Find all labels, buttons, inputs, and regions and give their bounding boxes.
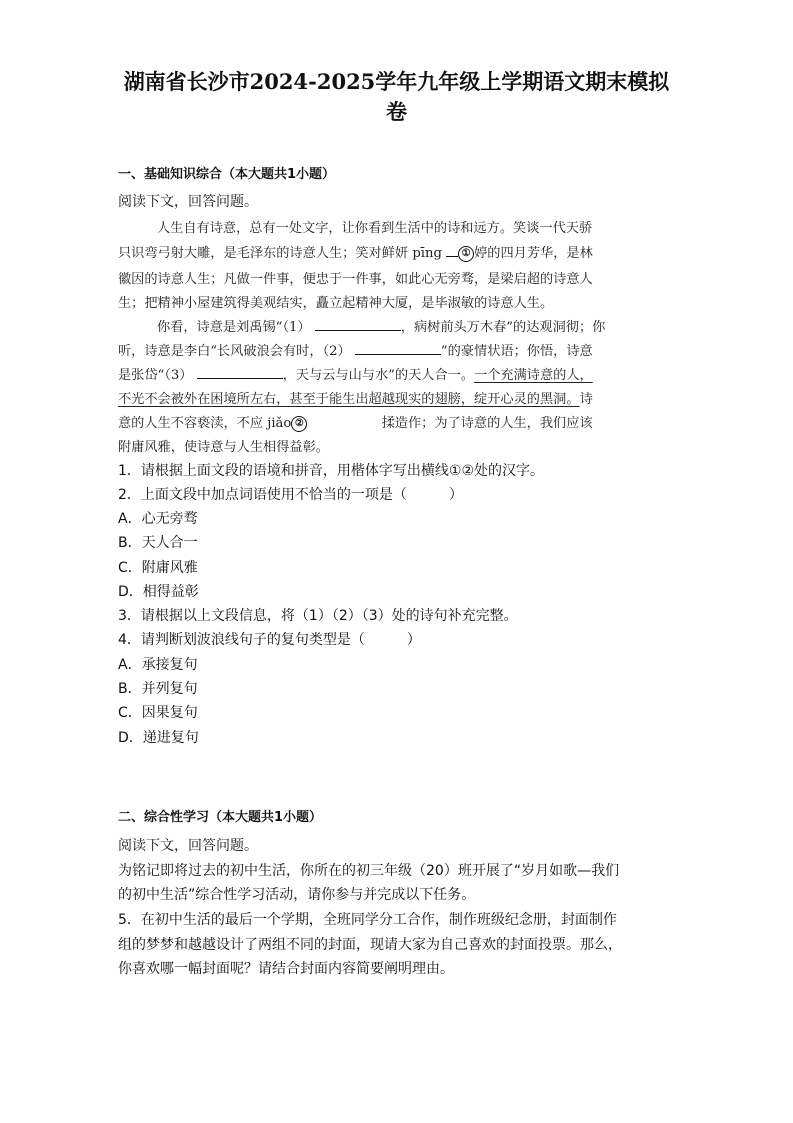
question-2: 2．上面文段中加点词语使用不恰当的一项是（ ） — [118, 487, 463, 503]
question-5: 5．在初中生活的最后一个学期，全班同学分工合作，制作班级纪念册，封面制作 — [118, 912, 617, 928]
passage-line — [118, 340, 593, 359]
passage-text: ，天与云与山与水”的天人合一。 — [282, 368, 475, 383]
page-title: 湖南省长沙市2024-2025学年九年级上学期语文期末模拟 — [123, 69, 670, 94]
passage-text: ”的豪情状语；你悟，诗意 — [440, 344, 593, 359]
passage-text: 意的人生不容亵渎，不应 jiǎo — [118, 416, 292, 431]
passage-text: 婷的四月芳华，是林 — [474, 246, 593, 261]
option-a: A．心无旁骛 — [118, 511, 198, 527]
section-2-line: 为铭记即将过去的初中生活，你所在的初三年级（20）班开展了“岁月如歌—我们 — [118, 863, 620, 879]
option-d: D．相得益彰 — [118, 584, 199, 600]
option-b: B．天人合一 — [118, 535, 198, 551]
passage-line — [118, 412, 593, 432]
wavy-underlined-sentence: 不光不会被外在困境所左右，甚至于能生出超越现实的翅膀，绽开心灵的黑洞。 — [118, 392, 580, 407]
passage-line: 徽因的诗意人生；凡做一件事，便忠于一件事，如此心无旁骛，是梁启超的诗意人 — [118, 272, 593, 287]
option-c: C．因果复句 — [118, 705, 198, 721]
answer-blank — [197, 366, 283, 379]
option-b: B．并列复句 — [118, 681, 198, 697]
question-5-line: 你喜欢哪一幅封面呢？请结合封面内容简要阐明理由。 — [118, 961, 454, 977]
passage-line — [157, 316, 605, 335]
option-c: C．附庸风雅 — [118, 560, 198, 576]
section-1-instruction: 阅读下文，回答问题。 — [118, 194, 258, 210]
answer-blank — [315, 318, 401, 331]
passage-text: ，病树前头万木春”的达观洞彻；你 — [400, 320, 606, 335]
passage-line — [118, 242, 593, 262]
answer-blank — [446, 244, 458, 257]
passage-text: 揉造作；为了诗意的人生，我们应该 — [381, 416, 593, 431]
wavy-underlined-sentence: 一个充满诗意的人， — [474, 368, 593, 383]
passage-line: 附庸风雅，使诗意与人生相得益彰。 — [118, 440, 329, 455]
question-5-line: 组的梦梦和越越设计了两组不同的封面，现请大家为自己喜欢的封面投票。那么， — [118, 937, 622, 953]
question-3: 3．请根据以上文段信息，将（1）（2）（3）处的诗句补充完整。 — [118, 608, 518, 624]
page-title-continued: 卷 — [386, 99, 407, 124]
section-2-instruction: 阅读下文，回答问题。 — [118, 838, 258, 854]
option-a: A．承接复句 — [118, 657, 198, 673]
blank-marker-1: ① — [458, 246, 474, 262]
passage-line: 生；把精神小屋建筑得美观结实，矗立起精神大厦，是毕淑敏的诗意人生。 — [118, 296, 554, 311]
passage-line: 人生自有诗意，总有一处文字，让你看到生活中的诗和远方。笑谈一代天骄 — [157, 221, 593, 236]
question-4: 4．请判断划波浪线句子的复句类型是（ ） — [118, 632, 421, 648]
question-1: 1．请根据上面文段的语境和拼音，用楷体字写出横线①②处的汉字。 — [118, 463, 545, 479]
section-2-heading: 二、综合性学习（本大题共1小题） — [118, 810, 323, 825]
passage-line — [118, 388, 593, 407]
section-2-line: 的初中生活”综合性学习活动，请你参与并完成以下任务。 — [118, 887, 476, 903]
passage-text: 听，诗意是李白“长风破浪会有时，（2） — [118, 344, 351, 359]
passage-line — [118, 364, 593, 383]
section-1-heading: 一、基础知识综合（本大题共1小题） — [118, 167, 336, 182]
option-d: D．递进复句 — [118, 730, 199, 746]
passage-text: 是张岱“（3） — [118, 368, 193, 383]
passage-text: 只识弯弓射大雕，是毛泽东的诗意人生；笑对鲜妍 pīng — [118, 246, 442, 261]
answer-blank — [355, 342, 441, 355]
passage-text: 诗 — [579, 392, 593, 407]
blank-marker-2: ② — [291, 416, 307, 432]
passage-text: 你看，诗意是刘禹锡“（1） — [157, 320, 311, 335]
